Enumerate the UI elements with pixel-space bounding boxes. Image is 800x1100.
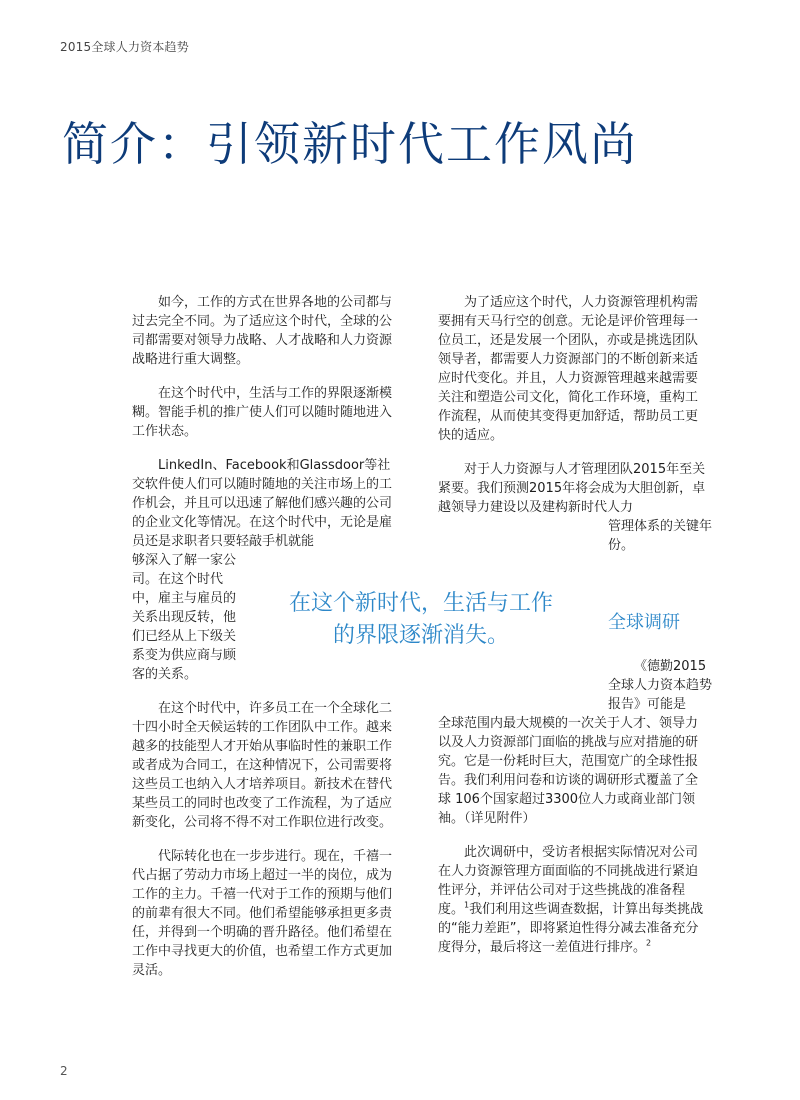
running-header: 2015全球人力资本趋势: [60, 40, 189, 54]
right-paragraph-4: [438, 843, 710, 957]
right-paragraph-4-part-a: 此次调研中，受访者根据实际情况对公司在人力资源管理方面面临的不同挑战进行紧迫性评分，并评估公司对于这些挑战的准备程度。: [438, 845, 699, 917]
right-paragraph-3: 全球范围内最大规模的一次关于人才、领导力以及人力资源部门面临的挑战与应对措施的研究。它是一份耗时巨大，范围宽广的全球性报告。我们利用问卷和访谈的调研形式覆盖了全球 106个国家超过3300位人力或商业部门领袖。（详见附件）: [438, 716, 699, 826]
page-number: 2: [60, 1064, 68, 1078]
left-paragraph-3: LinkedIn、Facebook和Glassdoor等社交软件使人们可以随时随地的关注市场上的工作机会，并且可以迅速了解他们感兴趣的公司的企业文化等情况。在这个时代中，无论是雇员还是求职者只要轻敲手机就能: [132, 458, 393, 549]
right-paragraph-1: 为了适应这个时代，人力资源管理机构需要拥有天马行空的创意。无论是评价管理每一位员工，还是发展一个团队，亦或是挑选团队领导者，都需要人力资源部门的不断创新来适应时代变化。并且，人力资源管理越来越需要关注和塑造公司文化，简化工作环境，重构工作流程，从而使其变得更加舒适，帮助员工更快的适应。: [438, 295, 699, 443]
pull-quote-line-1: 在这个新时代，生活与工作: [288, 591, 553, 616]
left-paragraph-1: 如今，工作的方式在世界各地的公司都与过去完全不同。为了适应这个时代，全球的公司都需要对领导力战略、人才战略和人力资源战略进行重大调整。: [132, 295, 393, 367]
left-paragraph-5: 代际转化也在一步步进行。现在，千禧一代占据了劳动力市场上超过一半的岗位，成为工作的主力。千禧一代对于工作的预期与他们的前辈有很大不同。他们希望能够承担更多责任，并得到一个明确的晋升路径。他们希望在工作中寻找更大的价值，也希望工作方式更加灵活。: [132, 849, 393, 978]
page-title: 简介：引领新时代工作风尚: [62, 117, 638, 171]
pull-quote-line-2: 的界限逐渐消失。: [332, 623, 509, 648]
right-column: [438, 293, 713, 555]
footnote-marker-1: 1: [464, 900, 470, 910]
pull-quote: [262, 588, 580, 652]
left-paragraph-4: 在这个时代中，许多员工在一个全球化二十四小时全天候运转的工作团队中工作。越来越多的技能型人才开始从事临时性的兼职工作或者成为合同工，在这种情况下，公司需要将这些员工也纳入人才培养项目。新技术在替代某些员工的同时也改变了工作流程，为了适应新变化，公司将不得不对工作职位进行改变。: [132, 701, 393, 830]
left-paragraph-3-narrow: 够深入了解一家公司。在这个时代中，雇主与雇员的关系出现反转，他们已经从上下级关系变为供应商与顾客的关系。: [132, 553, 237, 682]
right-paragraph-2-narrow: 管理体系的关键年份。: [608, 519, 713, 553]
right-paragraph-3-narrow: 《德勤2015全球人力资本趋势报告》可能是: [608, 659, 713, 712]
footnote-marker-2: 2: [646, 938, 652, 948]
left-paragraph-2: 在这个时代中，生活与工作的界限逐渐模糊。智能手机的推广使人们可以随时随地进入工作状态。: [132, 386, 393, 439]
right-paragraph-4-part-b: 我们利用这些调查数据，计算出每类挑战的“能力差距”，即将紧迫性得分减去准备充分度得分，最后将这一差值进行排序。: [438, 902, 704, 955]
right-paragraph-2: 对于人力资源与人才管理团队2015年至关紧要。我们预测2015年将会成为大胆创新，卓越领导力建设以及建构新时代人力: [438, 462, 706, 515]
section-heading: 全球调研: [608, 612, 680, 633]
right-paragraph-3-4: [438, 714, 710, 972]
